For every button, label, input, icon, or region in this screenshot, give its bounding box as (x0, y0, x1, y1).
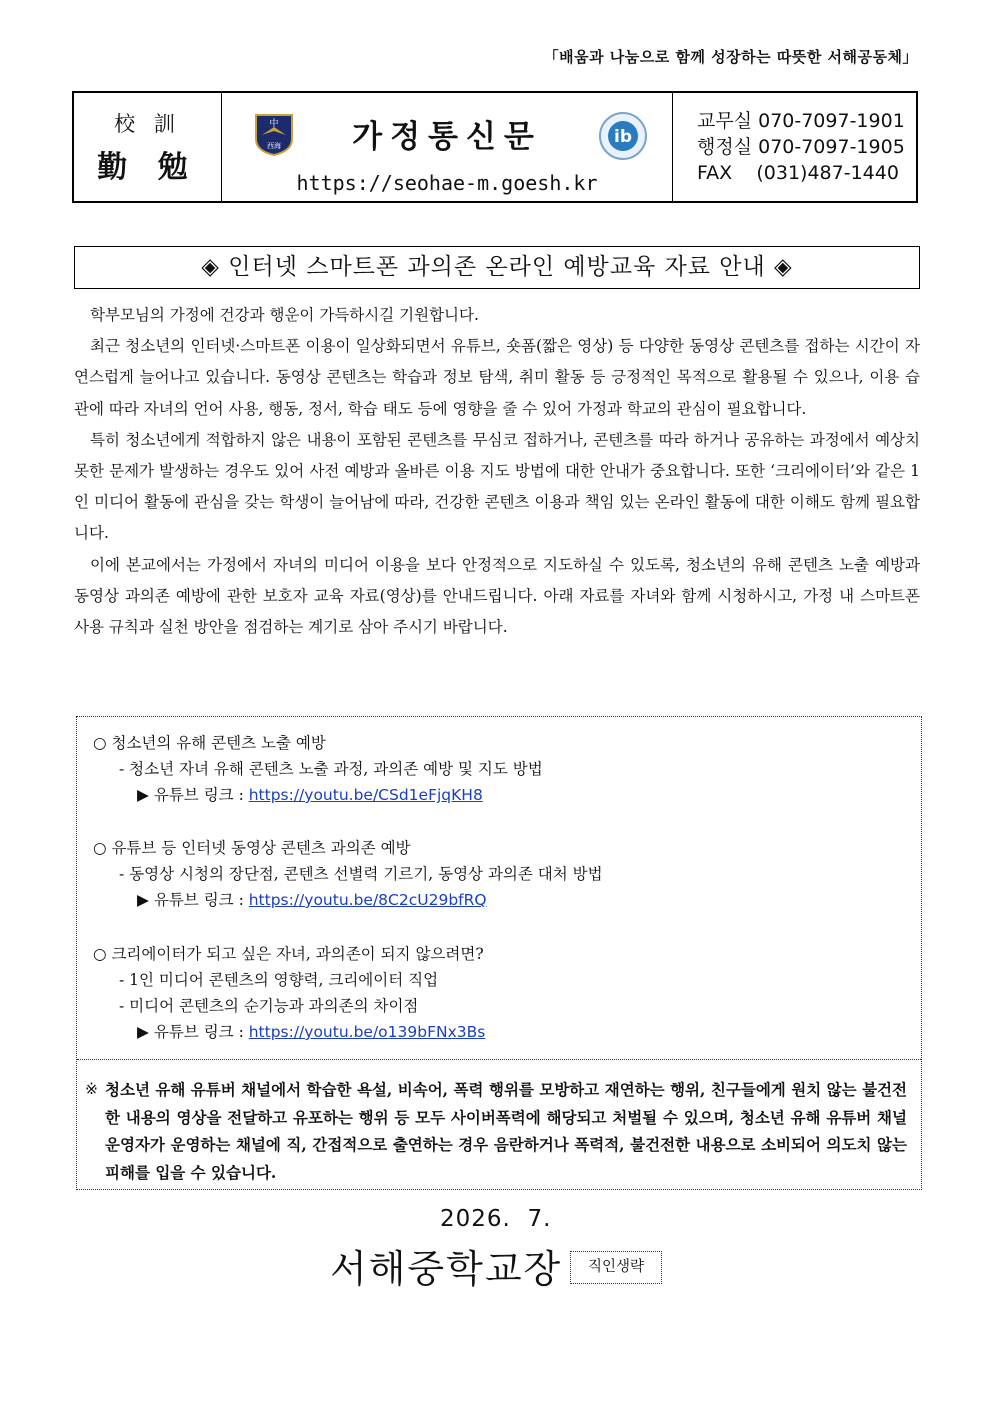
topic-link-row (93, 1019, 485, 1045)
youtube-link[interactable]: https://youtu.be/8C2cU29bfRQ (248, 891, 487, 909)
topic-link-row (93, 782, 543, 808)
motto-label: 校 訓 (114, 112, 181, 136)
contact-fax: FAX (031)487-1440 (697, 162, 899, 184)
contact-office: 교무실 070-7097-1901 (697, 110, 905, 132)
topic-heading: ○ 청소년의 유해 콘텐츠 노출 예방 (93, 734, 326, 752)
topic-item (93, 730, 543, 808)
topic-item (93, 941, 485, 1045)
topic-detail: - 1인 미디어 콘텐츠의 영향력, 크리에이터 직업 (119, 971, 439, 989)
warning-note (77, 1060, 921, 1186)
topic-detail: - 미디어 콘텐츠의 순기능과 과의존의 차이점 (119, 997, 419, 1015)
notice-title: ◈ 인터넷 스마트폰 과의존 온라인 예방교육 자료 안내 ◈ (74, 246, 920, 289)
topic-detail: - 동영상 시청의 장단점, 콘텐츠 선별력 기르기, 동영상 과의존 대처 방법 (119, 865, 603, 883)
topic-detail: - 청소년 자녀 유해 콘텐츠 노출 과정, 과의존 예방 및 지도 방법 (119, 760, 543, 778)
paragraph: 이에 본교에서는 가정에서 자녀의 미디어 이용을 보다 안정적으로 지도하실 수 있도록, 청소년의 유해 콘텐츠 노출 예방과 동영상 과의존 예방에 관한 보호자 교육 자료(영상)를 안내드립니다. 아래 자료를 자녀와 함께 시청하시고, 가정 내 스마트폰 사용 규칙과 실천 방안을 점검하는 계기로 삼아 주시기 바랍니다. (74, 555, 920, 637)
ib-text: ib (614, 127, 632, 147)
school-motto (74, 93, 222, 201)
contact-info (673, 93, 916, 201)
warning-text: 청소년 유해 유튜버 채널에서 학습한 욕설, 비속어, 폭력 행위를 모방하고 재연하는 행위, 친구들에게 원치 않는 불건전한 내용의 영상을 전달하고 유포하는 행위 등 모두 사이버폭력에 해당되고 처벌될 수 있으며, 청소년 유해 유튜버 채널 운영자가 운영하는 채널에 직, 간접적으로 출연하는 경우 음란하거나 폭력적, 불건전한 내용으로 소비되어 의도치 않는 피해를 입을 수 있습니다. (105, 1080, 907, 1182)
school-slogan: 「배움과 나눔으로 함께 성장하는 따뜻한 서해공동체」 (543, 48, 918, 66)
emblem-text: 中 (269, 119, 279, 129)
emblem-subtext: 西海 (267, 142, 281, 150)
document-title: 가정통신문 (352, 119, 542, 155)
school-url[interactable]: https://seohae-m.goesh.kr (296, 171, 598, 195)
resource-box (76, 716, 922, 1190)
link-label: ▶ 유튜브 링크 : (137, 786, 249, 804)
issue-date: 2026. 7. (440, 1206, 552, 1232)
principal-signature: 서해중학교장 (330, 1247, 563, 1291)
paragraph: 학부모님의 가정에 건강과 행운이 가득하시길 기원합니다. (90, 306, 479, 324)
youtube-link[interactable]: https://youtu.be/o139bFNx3Bs (248, 1023, 486, 1041)
topic-item (93, 835, 603, 913)
topic-link-row (93, 887, 603, 913)
paragraph: 특히 청소년에게 적합하지 않은 내용이 포함된 콘텐츠를 무심코 접하거나, 콘텐츠를 따라 하거나 공유하는 과정에서 예상치 못한 문제가 발생하는 경우도 있어 사전 예방과 올바른 이용 지도 방법에 대한 안내가 중요합니다. 또한 ‘크리에이터’와 같은 1인 미디어 활동에 관심을 갖는 학생이 늘어남에 따라, 건강한 콘텐츠 이용과 책임 있는 온라인 활동에 대한 이해도 함께 필요합니다. (74, 430, 920, 543)
topic-heading: ○ 유튜브 등 인터넷 동영상 콘텐츠 과의존 예방 (93, 839, 411, 857)
reference-mark: ※ (85, 1080, 98, 1098)
link-label: ▶ 유튜브 링크 : (137, 1023, 249, 1041)
paragraph: 최근 청소년의 인터넷·스마트폰 이용이 일상화되면서 유튜브, 숏폼(짧은 영상) 등 다양한 동영상 콘텐츠를 접하는 시간이 자연스럽게 늘어나고 있습니다. 동영상 콘텐츠는 학습과 정보 탐색, 취미 활동 등 긍정적인 목적으로 활용될 수 있으나, 이용 습관에 따라 자녀의 언어 사용, 행동, 정서, 학습 태도 등에 영향을 줄 수 있어 가정과 학교의 관심이 필요합니다. (74, 337, 920, 418)
motto-value: 勤 勉 (97, 150, 198, 185)
notice-body (74, 300, 920, 643)
letterhead (72, 91, 918, 203)
topic-heading: ○ 크리에이터가 되고 싶은 자녀, 과의존이 되지 않으려면? (93, 945, 484, 963)
seal-omitted: 직인생략 (570, 1251, 662, 1284)
resource-list (77, 717, 921, 1060)
ib-logo-icon (598, 111, 648, 161)
youtube-link[interactable]: https://youtu.be/CSd1eFjqKH8 (248, 786, 483, 804)
letterhead-center (222, 93, 673, 201)
contact-admin: 행정실 070-7097-1905 (697, 136, 905, 158)
link-label: ▶ 유튜브 링크 : (137, 891, 249, 909)
